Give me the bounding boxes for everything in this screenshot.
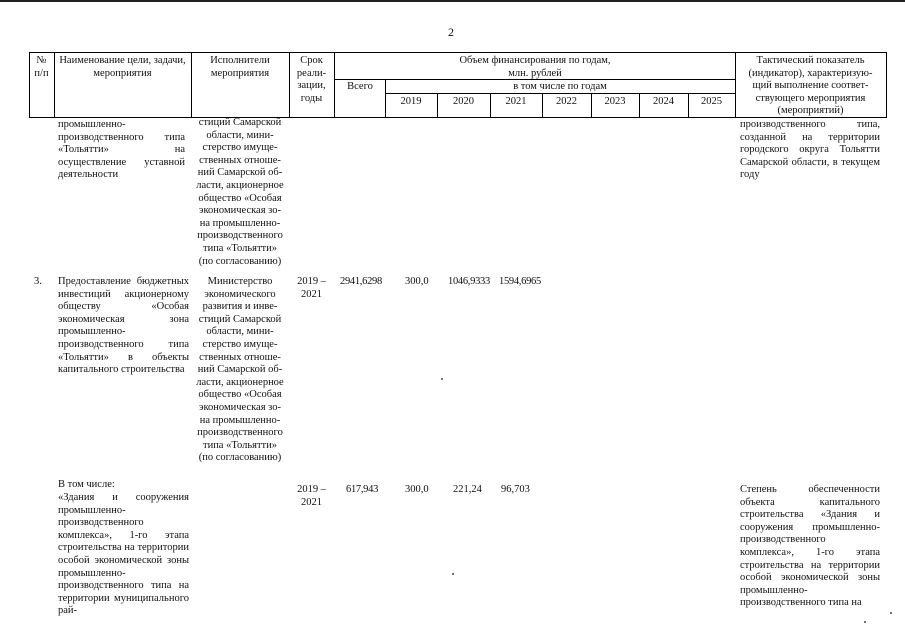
header-num: № п/п	[34, 55, 49, 79]
header-year-2025: 2025	[701, 96, 722, 107]
row1-indicator: производственного типа, созданной на территории городского округа Тольятти Самарской области, в текущем году	[740, 119, 880, 181]
table-top-border	[29, 52, 886, 53]
row3-name: «Здания и сооружения промышленно-производственного комплекса», 1-го этапа строительства на территории особой экономической зоны промышленно-производственного типа на территории муниципального рай-	[58, 492, 189, 617]
row3-indicator: Степень обеспеченности объекта капитального строительства «Здания и сооружения промышленно-производственного комплекса», 1-го этапа строительства на территории особой экономической зоны промышленно-производственного типа на	[740, 484, 880, 609]
row3-intro: В том числе:	[58, 479, 115, 490]
header-year-2023: 2023	[604, 96, 626, 107]
row2-num: 3.	[34, 276, 42, 287]
header-including: в том числе по годам	[513, 81, 607, 92]
header-total: Всего	[347, 81, 373, 92]
scan-speck	[890, 612, 892, 614]
row2-term: 2019 – 2021	[297, 276, 326, 300]
scan-speck	[452, 573, 454, 575]
row3-2020: 221,24	[453, 484, 482, 495]
header-indicator: Тактический показатель (индикатор), характеризую- щий выполнение соответ- ствующего мероприятия (мероприятий)	[748, 55, 873, 117]
scan-speck	[441, 378, 443, 380]
header-year-2024: 2024	[653, 96, 674, 107]
row2-total: 2941,6298	[340, 276, 382, 287]
row2-executors: Министерство экономического развития и инве- стиций Самарской области, мини- стерство имуще- ственных отноше- ний Самарской об- ласти, акционерное общество «Особая экономическая зо- на промышленно- производственного типа «Тольятти» (по согласованию)	[196, 276, 284, 464]
header-executors: Исполнители мероприятия	[210, 55, 270, 79]
top-edge-line	[0, 0, 905, 2]
header-year-2021: 2021	[505, 96, 527, 107]
page-number: 2	[448, 25, 454, 39]
row2-2021: 1594,6965	[499, 276, 541, 287]
row3-term: 2019 – 2021	[297, 484, 326, 508]
row2-name: Предоставление бюджетных инвестиций акционерному обществу «Особая экономическая зона промышленно-производственного типа «Тольятти» в объекты капитального строительства	[58, 276, 189, 376]
header-year-2022: 2022	[556, 96, 577, 107]
row3-total: 617,943	[346, 484, 379, 495]
col-border-13	[886, 52, 887, 118]
row3-2021: 96,703	[501, 484, 530, 495]
row1-executors: стиций Самарской области, мини- стерство имуще- ственных отноше- ний Самарской об- ласти, акционерное общество «Особая экономическая зо- на промышленно- производственного типа «Тольятти» (по согласованию)	[196, 117, 284, 267]
header-name: Наименование цели, задачи, мероприятия	[59, 55, 186, 79]
header-year-2019: 2019	[400, 96, 422, 107]
header-term: Срок реали- зации, годы	[296, 55, 327, 104]
header-financing: Объем финансирования по годам, млн. рублей	[459, 55, 611, 79]
row2-2020: 1046,9333	[448, 276, 490, 287]
row1-name: промышленно- производственного типа «Тольятти» на осуществление уставной деятельности	[58, 119, 185, 181]
row3-2019: 300,0	[405, 484, 429, 495]
row2-2019: 300,0	[405, 276, 429, 287]
scan-speck	[864, 621, 866, 623]
header-year-2020: 2020	[453, 96, 474, 107]
